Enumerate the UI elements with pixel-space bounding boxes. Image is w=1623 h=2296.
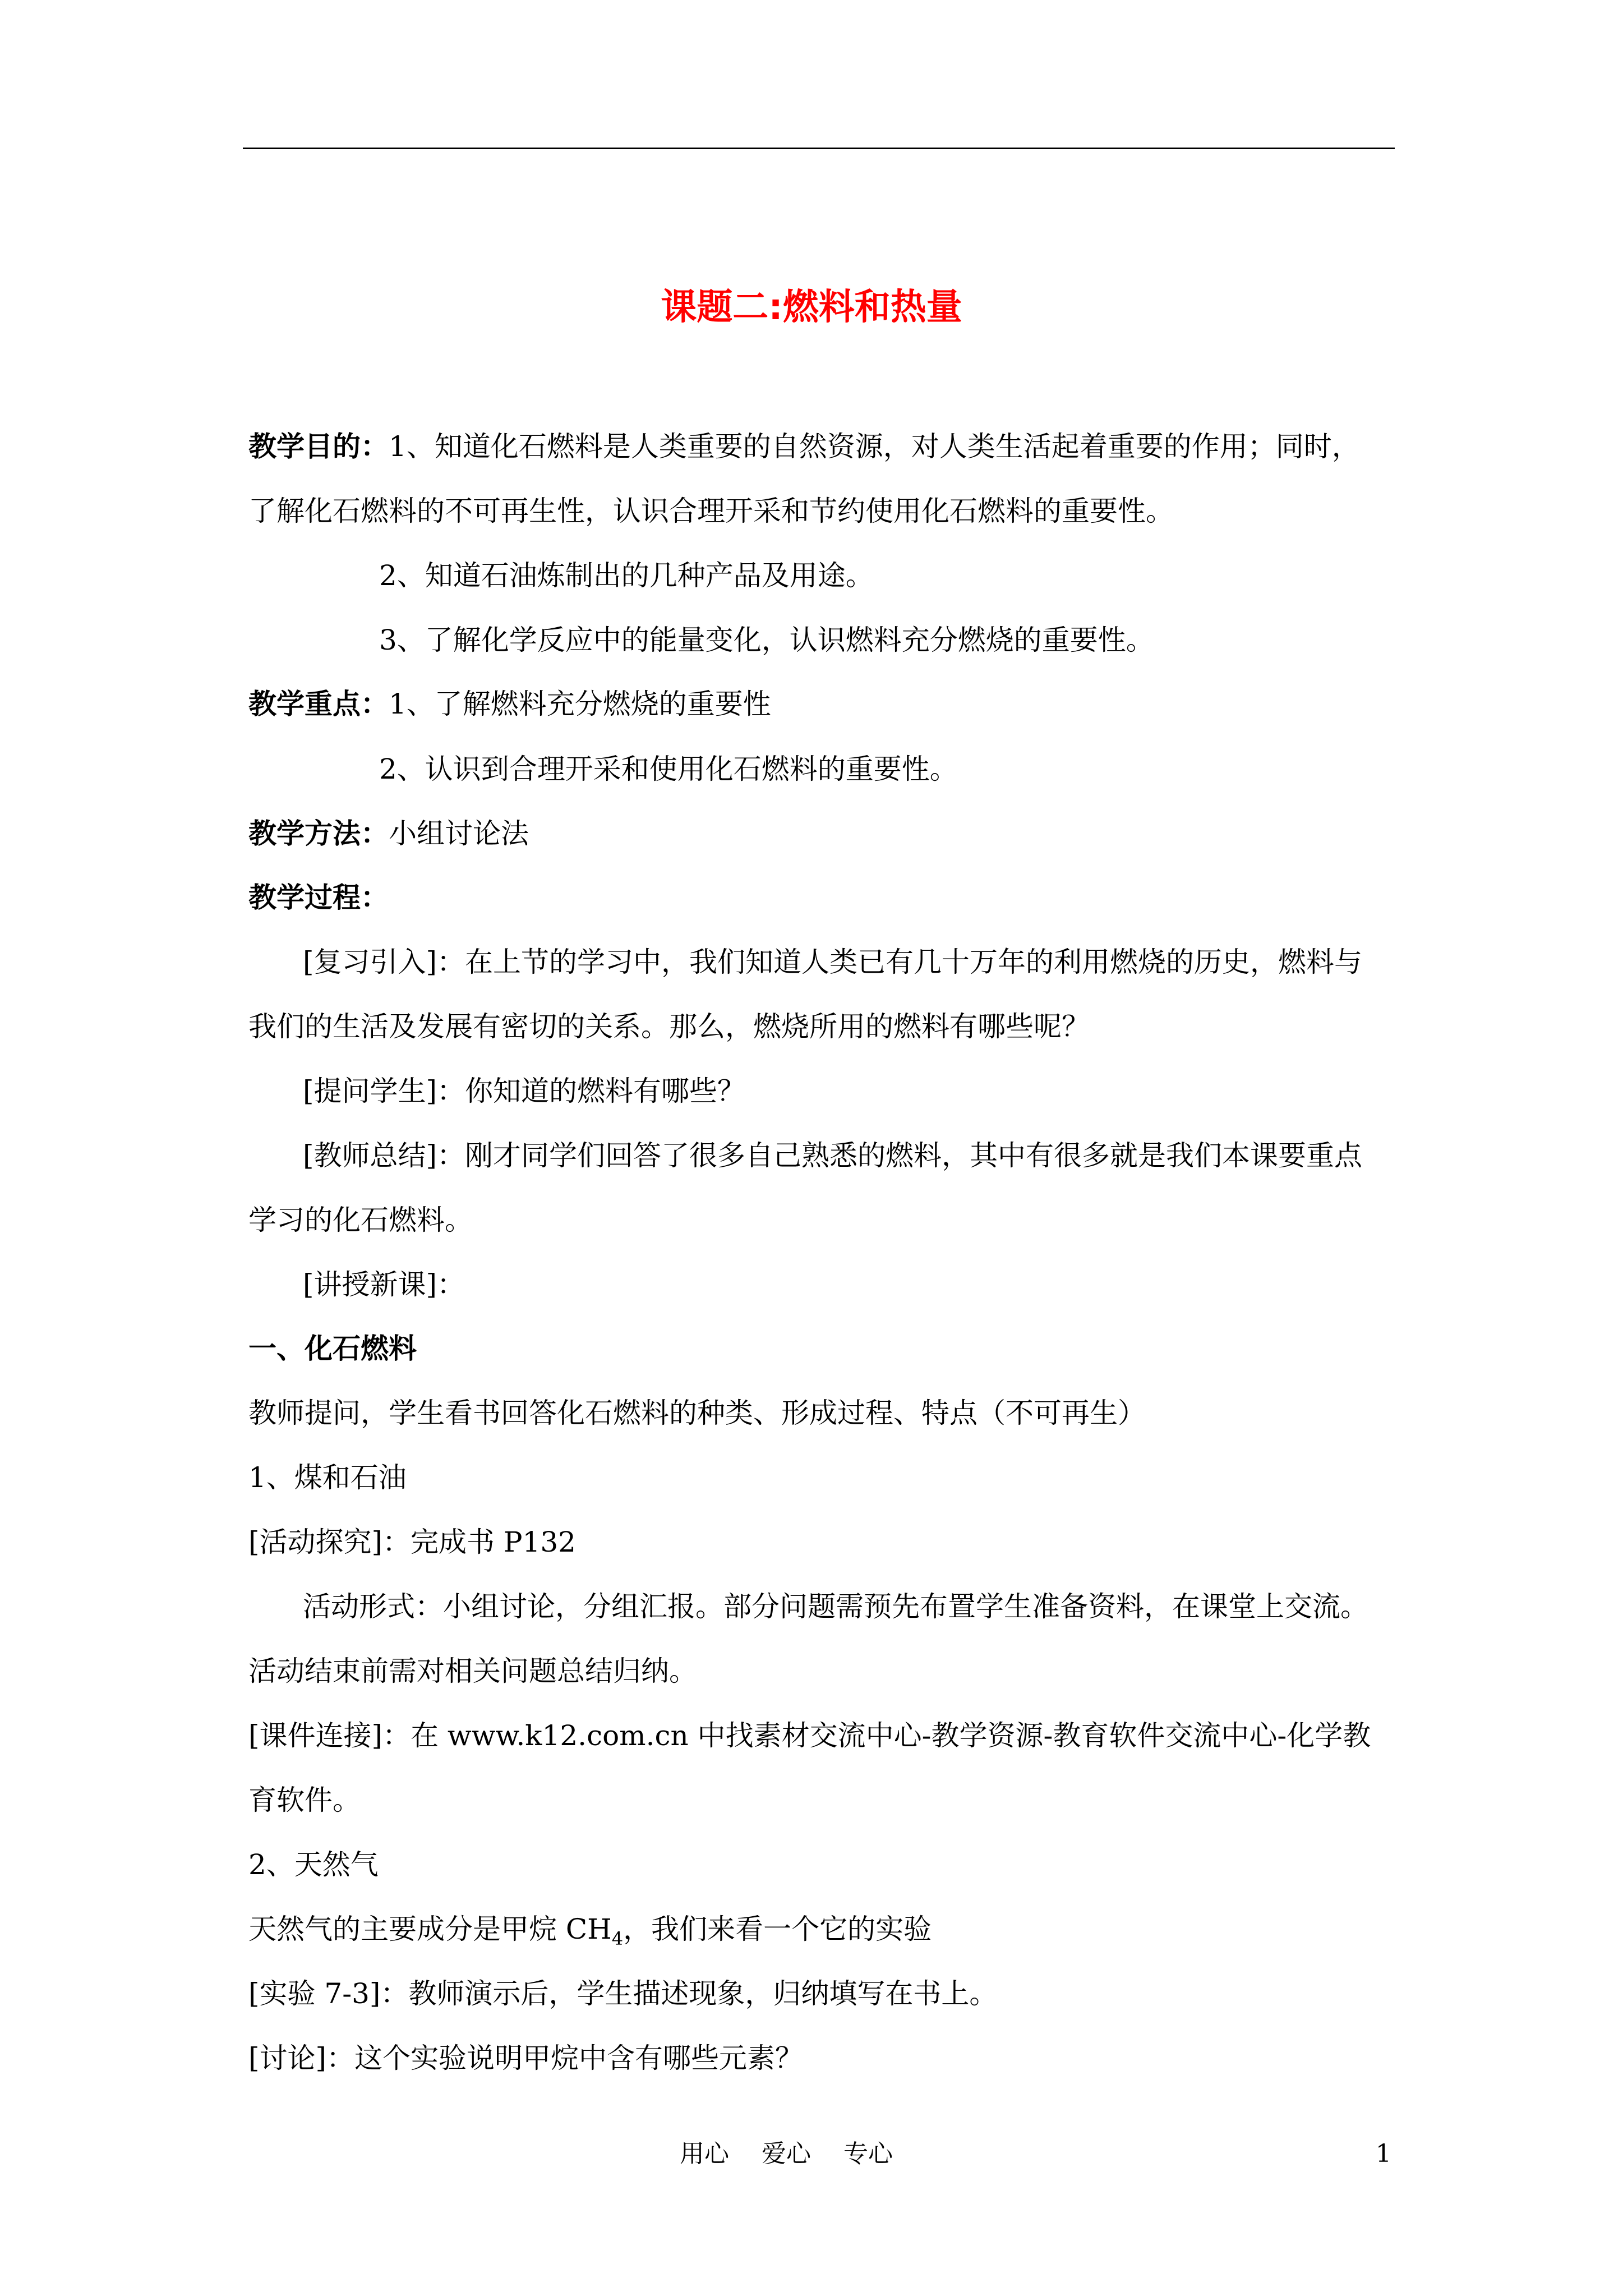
experiment-line: [实验 7-3]：教师演示后，学生描述现象，归纳填写在书上。 xyxy=(248,1977,998,2010)
summary-line-a: [教师总结]：刚才同学们回答了很多自己熟悉的燃料，其中有很多就是我们本课要重点 xyxy=(303,1139,1363,1172)
section-heading: 一、化石燃料 xyxy=(248,1332,417,1365)
question-line: [提问学生]：你知道的燃料有哪些？ xyxy=(303,1075,746,1107)
review-line-b: 我们的生活及发展有密切的关系。那么，燃烧所用的燃料有哪些呢？ xyxy=(248,1010,1090,1043)
objectives-item-1b: 了解化石燃料的不可再生性，认识合理开采和节约使用化石燃料的重要性。 xyxy=(248,495,1174,527)
page-title: 课题二:燃料和热量 xyxy=(661,287,962,328)
subsection-natural-gas: 2、天然气 xyxy=(248,1848,379,1881)
methane-subscript: 4 xyxy=(611,1928,624,1949)
activity-line: [活动探究]：完成书 P132 xyxy=(248,1526,576,1558)
page-number: 1 xyxy=(1376,2139,1391,2168)
objectives-item-2: 2、知道石油炼制出的几种产品及用途。 xyxy=(379,559,874,592)
review-line-a: [复习引入]：在上节的学习中，我们知道人类已有几十万年的利用燃烧的历史，燃料与 xyxy=(303,946,1363,978)
objectives-label: 教学目的： xyxy=(248,430,389,463)
key-points-item-2: 2、认识到合理开采和使用化石燃料的重要性。 xyxy=(379,753,958,785)
subsection-coal-oil: 1、煤和石油 xyxy=(248,1461,407,1494)
key-points-item-1: 1、了解燃料充分燃烧的重要性 xyxy=(389,688,771,720)
new-lesson-line: [讲授新课]： xyxy=(303,1268,465,1301)
courseware-line-b: 育软件。 xyxy=(248,1784,361,1816)
section-intro: 教师提问，学生看书回答化石燃料的种类、形成过程、特点（不可再生） xyxy=(248,1397,1146,1429)
activity-form-line-b: 活动结束前需对相关问题总结归纳。 xyxy=(248,1655,697,1687)
process-label: 教学过程： xyxy=(248,881,389,914)
header-rule xyxy=(243,148,1395,149)
courseware-line-a: [课件连接]：在 www.k12.com.cn 中找素材交流中心-教学资源-教育软件交流中心-化学教 xyxy=(248,1719,1371,1752)
summary-line-b: 学习的化石燃料。 xyxy=(248,1204,473,1236)
footer-motto: 用心 爱心 专心 xyxy=(680,2139,893,2168)
key-points-label: 教学重点： xyxy=(248,688,389,720)
natural-gas-line xyxy=(248,1907,932,1952)
natural-gas-text-post: ，我们来看一个它的实验 xyxy=(623,1913,932,1945)
objectives-item-1a: 1、知道化石燃料是人类重要的自然资源，对人类生活起着重要的作用；同时， xyxy=(389,430,1360,463)
method-line xyxy=(248,811,529,856)
discussion-line: [讨论]：这个实验说明甲烷中含有哪些元素？ xyxy=(248,2042,804,2074)
objectives-line-1 xyxy=(248,424,1360,469)
key-points-line-1 xyxy=(248,682,771,726)
method-text: 小组讨论法 xyxy=(389,817,529,850)
activity-form-line-a: 活动形式：小组讨论，分组汇报。部分问题需预先布置学生准备资料，在课堂上交流。 xyxy=(303,1590,1368,1623)
method-label: 教学方法： xyxy=(248,817,389,850)
objectives-item-3: 3、了解化学反应中的能量变化，认识燃料充分燃烧的重要性。 xyxy=(379,624,1154,656)
natural-gas-text-pre: 天然气的主要成分是甲烷 CH xyxy=(248,1913,612,1945)
